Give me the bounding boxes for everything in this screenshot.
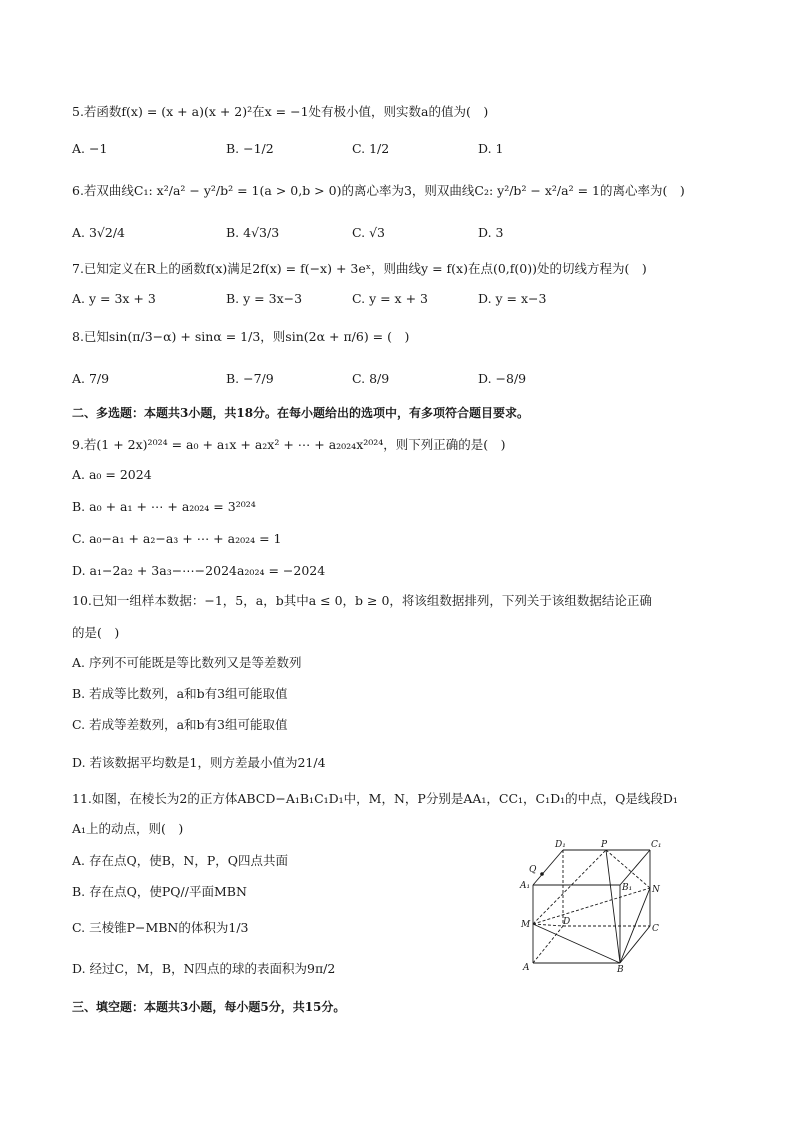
edge-b1c1 xyxy=(620,850,650,885)
label-d: D xyxy=(563,917,571,927)
q5-option-c: C. 1/2 xyxy=(352,141,390,156)
q10-option-d: D. 若该数据平均数是1，则方差最小值为21/4 xyxy=(72,755,326,770)
q9-option-a: A. a₀ = 2024 xyxy=(72,467,152,482)
segment-bn xyxy=(620,888,650,963)
q6-option-a: A. 3√2/4 xyxy=(72,225,126,240)
label-c1: C₁ xyxy=(651,840,662,850)
q6-option-b: B. 4√3/3 xyxy=(226,225,280,240)
q9-option-d: D. a₁−2a₂ + 3a₃−⋯−2024a₂₀₂₄ = −2024 xyxy=(72,563,326,578)
edge-bc xyxy=(620,926,650,963)
label-q: Q xyxy=(529,865,537,875)
q7-option-d: D. y = x−3 xyxy=(478,291,547,306)
q7-stem: 7.已知定义在R上的函数f(x)满足2f(x) = f(−x) + 3eˣ，则曲线y = f(x)在点(0,f(0))处的切线方程为( ) xyxy=(72,261,647,276)
q8-stem: 8.已知sin(π/3−α) + sinα = 1/3，则sin(2α + π/6) = ( ) xyxy=(72,329,410,344)
q5-option-a: A. −1 xyxy=(72,141,108,156)
label-b1: B₁ xyxy=(622,883,633,893)
q8-option-c: C. 8/9 xyxy=(352,371,390,386)
q10-stem-line1: 10.已知一组样本数据：−1，5，a，b其中a ≤ 0，b ≥ 0，将该组数据排列，下列关于该组数据结论正确 xyxy=(72,593,652,608)
q11-option-a: A. 存在点Q，使B，N，P，Q四点共面 xyxy=(72,853,289,868)
q10-option-b: B. 若成等比数列，a和b有3组可能取值 xyxy=(72,686,288,701)
label-n: N xyxy=(652,885,660,895)
q6-stem: 6.若双曲线C₁: x²/a² − y²/b² = 1(a > 0,b > 0)的离心率为3，则双曲线C₂: y²/b² − x²/a² = 1的离心率为( ) xyxy=(72,183,685,198)
q11-option-c: C. 三棱锥P−MBN的体积为1/3 xyxy=(72,920,249,935)
q10-option-c: C. 若成等差数列，a和b有3组可能取值 xyxy=(72,717,288,732)
q8-option-d: D. −8/9 xyxy=(478,371,527,386)
q11-option-d: D. 经过C，M，B，N四点的球的表面积为9π/2 xyxy=(72,961,336,976)
section-2-heading: 二、多选题：本题共3小题，共18分。在每小题给出的选项中，有多项符合题目要求。 xyxy=(72,406,530,420)
label-a1: A₁ xyxy=(520,881,531,891)
point-q-dot xyxy=(540,872,544,876)
q11-stem-line2: A₁上的动点，则( ) xyxy=(72,821,184,836)
q8-option-b: B. −7/9 xyxy=(226,371,274,386)
q5-option-b: B. −1/2 xyxy=(226,141,274,156)
q9-option-b: B. a₀ + a₁ + ⋯ + a₂₀₂₄ = 3²⁰²⁴ xyxy=(72,499,256,514)
segment-mb xyxy=(533,924,620,963)
q6-option-d: D. 3 xyxy=(478,225,504,240)
q5-stem: 5.若函数f(x) = (x + a)(x + 2)²在x = −1处有极小值，则实数a的值为( ) xyxy=(72,104,489,119)
q5-option-d: D. 1 xyxy=(478,141,504,156)
label-d1: D₁ xyxy=(555,840,566,850)
label-m: M xyxy=(521,920,531,930)
q9-option-c: C. a₀−a₁ + a₂−a₃ + ⋯ + a₂₀₂₄ = 1 xyxy=(72,531,282,546)
q6-option-c: C. √3 xyxy=(352,225,385,240)
q9-stem: 9.若(1 + 2x)²⁰²⁴ = a₀ + a₁x + a₂x² + ⋯ + a₂₀₂₄x²⁰²⁴，则下列正确的是( ) xyxy=(72,437,506,452)
q10-option-a: A. 序列不可能既是等比数列又是等差数列 xyxy=(72,655,302,670)
q7-option-a: A. y = 3x + 3 xyxy=(72,291,156,306)
q8-option-a: A. 7/9 xyxy=(72,371,110,386)
segment-mp-hidden xyxy=(533,850,606,924)
segment-pb xyxy=(606,850,620,963)
edge-a1d1 xyxy=(533,850,563,885)
label-c: C xyxy=(652,924,659,934)
label-p: P xyxy=(601,840,608,850)
q7-option-b: B. y = 3x−3 xyxy=(226,291,303,306)
q11-option-b: B. 存在点Q，使PQ//平面MBN xyxy=(72,884,247,899)
q7-option-c: C. y = x + 3 xyxy=(352,291,428,306)
label-a: A xyxy=(523,963,530,973)
cube-figure xyxy=(515,838,665,974)
q11-stem-line1: 11.如图，在棱长为2的正方体ABCD−A₁B₁C₁D₁中，M，N，P分别是AA₁，CC₁，C₁D₁的中点，Q是线段D₁ xyxy=(72,791,678,806)
q10-stem-line2: 的是( ) xyxy=(72,625,120,640)
label-b: B xyxy=(617,965,624,974)
edge-ad-hidden xyxy=(533,926,563,963)
section-3-heading: 三、填空题：本题共3小题，每小题5分，共15分。 xyxy=(72,1000,346,1014)
